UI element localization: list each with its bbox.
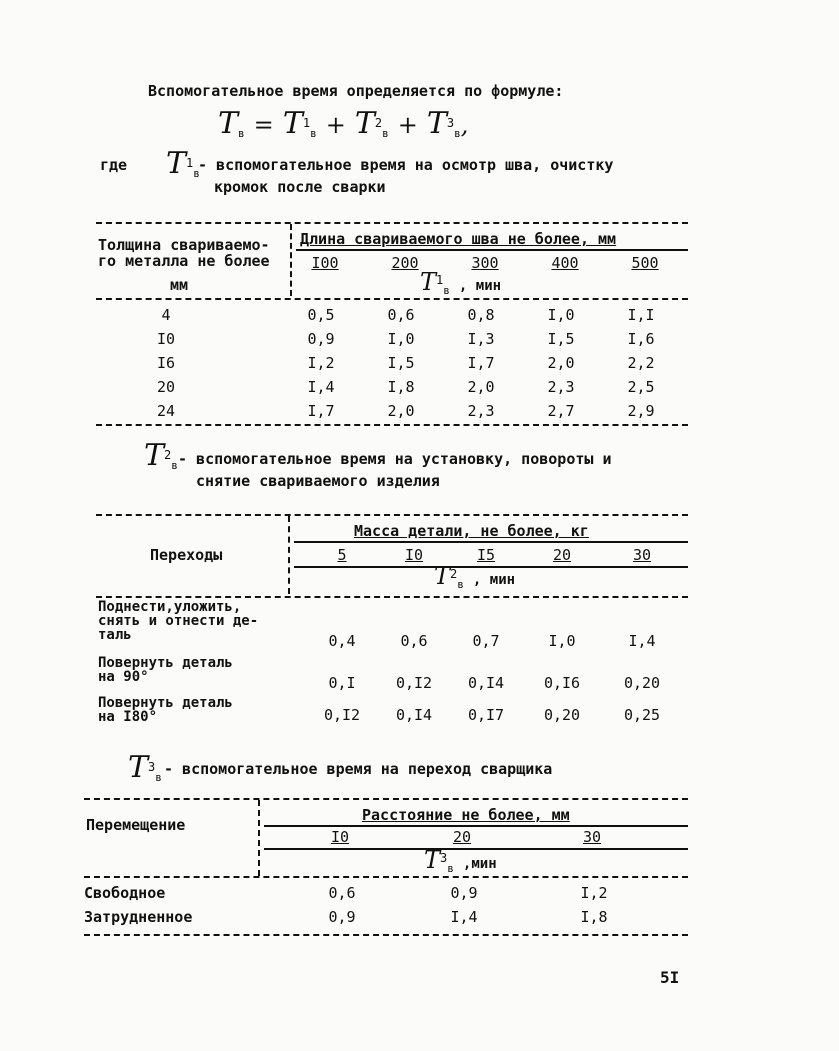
table1-thickness: I6 bbox=[156, 354, 176, 372]
table3-bottom-rule bbox=[84, 934, 688, 936]
formula-term-3-symbol: T bbox=[426, 106, 447, 141]
t3-desc-line1: - вспомогательное время на переход сварщика bbox=[164, 760, 553, 778]
table1-cell: 0,5 bbox=[307, 306, 335, 324]
table2-row-label: на I80° bbox=[98, 709, 158, 725]
table2-cell: 0,I2 bbox=[323, 706, 361, 724]
table1-cell: I,0 bbox=[547, 306, 575, 324]
table2-unit bbox=[434, 562, 515, 591]
t3-symbol-group bbox=[128, 750, 162, 785]
table1-cell: 2,2 bbox=[627, 354, 655, 372]
t3-sub: в bbox=[155, 771, 162, 784]
table1-cell: 2,3 bbox=[547, 378, 575, 396]
formula-term-2-sup: 2 bbox=[374, 116, 383, 130]
table1-header-left-2: го металла не более bbox=[98, 252, 270, 270]
table1-thickness: 20 bbox=[156, 378, 176, 396]
table1-unit-symbol: T bbox=[420, 268, 437, 296]
table1-col-header: I00 bbox=[311, 254, 339, 272]
table2-cell: 0,4 bbox=[328, 632, 356, 650]
table2-cell: 0,20 bbox=[623, 674, 661, 692]
table2-cell: 0,I2 bbox=[395, 674, 433, 692]
table1-cell: I,8 bbox=[387, 378, 415, 396]
table3-header-mid-rule bbox=[264, 825, 688, 827]
formula-equals: = bbox=[253, 111, 274, 139]
table1-top-rule bbox=[96, 222, 688, 224]
t1-sub: в bbox=[193, 167, 200, 180]
table2-top-rule bbox=[96, 514, 688, 516]
table2-header-mid-rule bbox=[294, 541, 688, 543]
table3-col-header: I0 bbox=[330, 828, 350, 846]
t3-sup: 3 bbox=[148, 760, 156, 774]
table3-header-top: Расстояние не более, мм bbox=[362, 806, 570, 824]
table1-cell: I,7 bbox=[467, 354, 495, 372]
t1-sup: 1 bbox=[186, 156, 194, 170]
table3-unit-text: ,мин bbox=[462, 856, 497, 872]
table3-col-header: 30 bbox=[582, 828, 602, 846]
table2-row-label: Повернуть деталь bbox=[98, 695, 233, 711]
table2-unit-text: , мин bbox=[472, 572, 516, 588]
table2-cell: 0,I bbox=[328, 674, 356, 692]
table2-row-label: Поднести,уложить, bbox=[98, 599, 242, 615]
table2-cell: 0,I4 bbox=[395, 706, 433, 724]
t2-desc-line2: снятие свариваемого изделия bbox=[196, 472, 440, 490]
table2-row-label: таль bbox=[98, 627, 132, 643]
table2-col-header: 20 bbox=[552, 546, 572, 564]
t1-desc-line1: - вспомогательное время на осмотр шва, очистку bbox=[198, 156, 614, 174]
table3-row-label: Свободное bbox=[84, 884, 166, 902]
table3-cell: I,4 bbox=[450, 908, 478, 926]
table1-col-header: 500 bbox=[631, 254, 659, 272]
table2-cell: 0,I6 bbox=[543, 674, 581, 692]
table1-cell: 2,9 bbox=[627, 402, 655, 420]
table1-cell: 2,0 bbox=[467, 378, 495, 396]
table3-header-divider bbox=[258, 800, 260, 876]
table1-cell: I,0 bbox=[387, 330, 415, 348]
t2-sub: в bbox=[171, 459, 178, 472]
table2-col-header: I0 bbox=[404, 546, 424, 564]
table3-row-label: Затрудненное bbox=[84, 908, 193, 926]
formula-term-2-symbol: T bbox=[354, 106, 375, 141]
where-label: где bbox=[100, 156, 128, 174]
table2-col-header: I5 bbox=[476, 546, 496, 564]
table2-row-label: Повернуть деталь bbox=[98, 655, 233, 671]
table1-col-header: 400 bbox=[551, 254, 579, 272]
table1-header-left-3: мм bbox=[170, 276, 189, 294]
table2-col-header: 5 bbox=[337, 546, 347, 564]
t1-symbol: T bbox=[166, 146, 187, 181]
t2-sup: 2 bbox=[164, 448, 172, 462]
table1-header-divider bbox=[290, 224, 292, 296]
table3-header-bottom-rule bbox=[84, 876, 688, 878]
table1-col-header: 200 bbox=[391, 254, 419, 272]
table2-header-bottom-rule bbox=[96, 596, 688, 598]
table3-unit bbox=[424, 846, 497, 875]
table3-unit-sub: в bbox=[447, 862, 454, 875]
table1-cell: I,3 bbox=[467, 330, 495, 348]
table3-col-header: 20 bbox=[452, 828, 472, 846]
table3-cell: 0,9 bbox=[450, 884, 478, 902]
table1-header-left-1: Толщина свариваемо- bbox=[98, 236, 270, 254]
table1-unit-sup: 1 bbox=[436, 273, 444, 287]
table1-cell: 2,0 bbox=[547, 354, 575, 372]
formula-main-symbol: T bbox=[218, 106, 239, 141]
t3-symbol: T bbox=[128, 750, 149, 785]
table1-cell: 2,7 bbox=[547, 402, 575, 420]
table2-cell: 0,7 bbox=[472, 632, 500, 650]
t2-symbol: T bbox=[144, 438, 165, 473]
table3-cell: I,2 bbox=[580, 884, 608, 902]
page-number: 5I bbox=[660, 968, 680, 987]
table1-thickness: 24 bbox=[156, 402, 176, 420]
table2-unit-sup: 2 bbox=[450, 567, 458, 581]
table2-cell: 0,25 bbox=[623, 706, 661, 724]
table1-cell: 2,0 bbox=[387, 402, 415, 420]
table1-header-mid-rule bbox=[296, 249, 688, 251]
table1-thickness: I0 bbox=[156, 330, 176, 348]
formula-main-sub: в bbox=[238, 127, 245, 140]
formula bbox=[218, 106, 468, 141]
formula-term-3-sup: 3 bbox=[446, 116, 455, 130]
formula-plus-2: + bbox=[397, 111, 418, 139]
table1-cell: 2,5 bbox=[627, 378, 655, 396]
table1-unit-text: , мин bbox=[458, 278, 502, 294]
table2-cell: 0,I4 bbox=[467, 674, 505, 692]
table-row bbox=[98, 656, 233, 684]
formula-term-3-sub: в bbox=[454, 127, 461, 140]
table2-cell: I,0 bbox=[548, 632, 576, 650]
table-row bbox=[98, 696, 233, 724]
formula-term-1-symbol: T bbox=[282, 106, 303, 141]
table2-cell: 0,I7 bbox=[467, 706, 505, 724]
table2-col-header: 30 bbox=[632, 546, 652, 564]
intro-text: Вспомогательное время определяется по формуле: bbox=[148, 82, 564, 100]
table2-header-left: Переходы bbox=[150, 546, 223, 564]
table1-cell: 0,8 bbox=[467, 306, 495, 324]
table1-cell: I,I bbox=[627, 306, 655, 324]
table-row bbox=[98, 600, 258, 642]
t2-symbol-group bbox=[144, 438, 178, 473]
table3-cell: I,8 bbox=[580, 908, 608, 926]
table1-col-header: 300 bbox=[471, 254, 499, 272]
formula-term-1-sup: 1 bbox=[302, 116, 311, 130]
table3-unit-symbol: T bbox=[424, 846, 441, 874]
table2-header-top: Масса детали, не более, кг bbox=[354, 522, 589, 540]
formula-term-2-sub: в bbox=[382, 127, 389, 140]
table2-row-label: на 90° bbox=[98, 669, 149, 685]
table3-cell: 0,6 bbox=[328, 884, 356, 902]
t1-desc-line2: кромок после сварки bbox=[214, 178, 386, 196]
formula-term-1-sub: в bbox=[310, 127, 317, 140]
formula-plus-1: + bbox=[325, 111, 346, 139]
t1-symbol-group bbox=[166, 146, 200, 181]
table1-cell: I,5 bbox=[547, 330, 575, 348]
table2-cell: 0,20 bbox=[543, 706, 581, 724]
table1-cell: 0,9 bbox=[307, 330, 335, 348]
table3-header-left: Перемещение bbox=[86, 816, 186, 834]
table2-unit-sub: в bbox=[457, 578, 464, 591]
t2-desc-line1: - вспомогательное время на установку, повороты и bbox=[178, 450, 612, 468]
formula-trailing-comma: , bbox=[460, 111, 469, 139]
table1-cell: 0,6 bbox=[387, 306, 415, 324]
table1-header-bottom-rule bbox=[96, 298, 688, 300]
table2-row-label: снять и отнести де- bbox=[98, 613, 259, 629]
table1-thickness: 4 bbox=[161, 306, 171, 324]
table3-unit-sup: 3 bbox=[440, 851, 448, 865]
table3-top-rule bbox=[84, 798, 688, 800]
table2-cell: I,4 bbox=[628, 632, 656, 650]
table1-cell: I,2 bbox=[307, 354, 335, 372]
table2-cell: 0,6 bbox=[400, 632, 428, 650]
table1-unit-sub: в bbox=[443, 284, 450, 297]
table1-cell: I,4 bbox=[307, 378, 335, 396]
table1-cell: I,6 bbox=[627, 330, 655, 348]
table1-unit bbox=[420, 268, 501, 297]
table1-cell: I,7 bbox=[307, 402, 335, 420]
table1-header-top: Длина свариваемого шва не более, мм bbox=[300, 230, 617, 248]
table1-cell: 2,3 bbox=[467, 402, 495, 420]
table2-unit-symbol: T bbox=[434, 562, 451, 590]
table3-cell: 0,9 bbox=[328, 908, 356, 926]
table1-cell: I,5 bbox=[387, 354, 415, 372]
table1-bottom-rule bbox=[96, 424, 688, 426]
table2-header-divider bbox=[288, 516, 290, 594]
